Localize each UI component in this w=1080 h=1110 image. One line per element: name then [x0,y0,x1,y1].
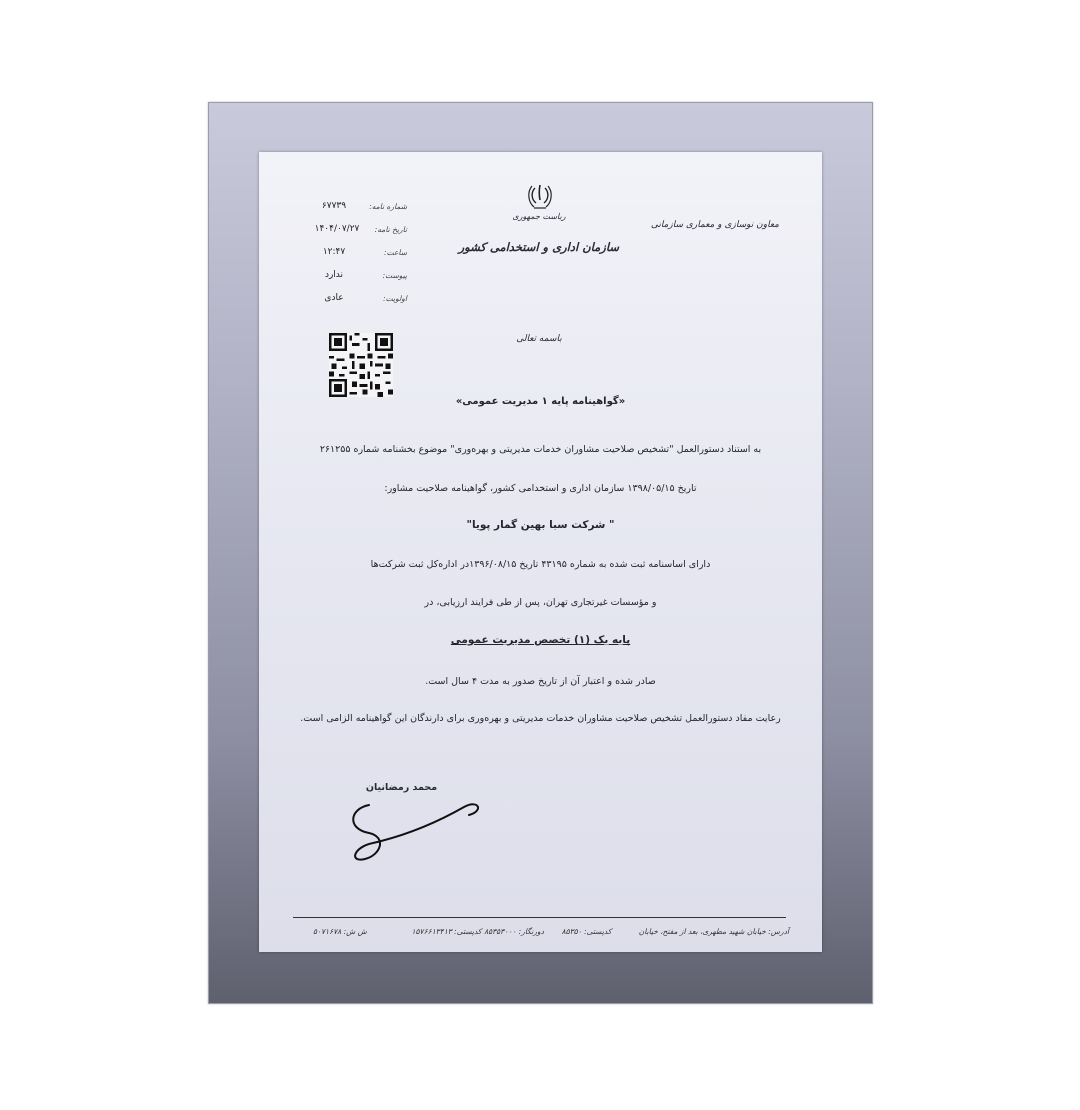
certificate-line-6: رعایت مفاد دستورالعمل تشخیص صلاحیت مشاوران خدمات مدیریتی و بهره‌وری برای دارندگان این گواهینامه الزامی است. [300,713,781,724]
letter-time-value: ۱۲:۴۷ [322,247,346,257]
company-name: " شرکت سبا بهین گمار پویا" [466,519,615,531]
certificate-line-5: صادر شده و اعتبار آن از تاریخ صدور به مدت ۴ سال است. [425,676,656,687]
deputy-title: معاون نوسازی و معماری سازمانی [650,220,779,230]
iran-emblem-icon [525,182,555,212]
letter-date-label: تاریخ نامه: [374,225,407,234]
certificate-title: «گواهینامه پایه ۱ مدیریت عمومی» [455,396,626,407]
certificate-line-1: به استناد دستورالعمل "تشخیص صلاحیت مشاوران خدمات مدیریتی و بهره‌وری" موضوع بخشنامه شماره ۲۶۱۲۵۵ [319,444,762,455]
letter-number-label: شماره نامه: [369,202,407,211]
certificate-line-4: و مؤسسات غیرتجاری تهران، پس از طی فرایند ارزیابی، در [424,597,657,608]
qr-code [329,333,393,397]
attachment-label: پیوست: [382,271,407,280]
footer-postal: کدپستی: ۸۵۳۵۰ [561,927,612,936]
priority-label: اولویت: [383,294,407,303]
presidency-label: ریاست جمهوری [512,212,566,221]
certificate-paper [259,152,822,952]
footer-registration: ش ش: ۵۰۷۱۶۷۸ [313,927,367,936]
letter-date-value: ۱۴۰۴/۰۷/۲۷ [314,224,360,234]
footer-address: آدرس: خیابان شهید مطهری، بعد از مفتح، خیابان [638,927,789,936]
invocation-text: باسمه تعالی [516,334,562,344]
certificate-line-2: تاریخ ۱۳۹۸/۰۵/۱۵ سازمان اداری و استخدامی کشور، گواهینامه صلاحیت مشاور: [384,483,697,494]
certificate-line-3: دارای اساسنامه ثبت شده به شماره ۴۳۱۹۵ تاریخ ۱۳۹۶/۰۸/۱۵در اداره‌کل ثبت شرکت‌ها [370,559,711,570]
letter-number-value: ۶۷۷۳۹ [321,201,347,211]
footer-fax: دورنگار: ۸۵۳۵۳۰۰۰ [484,927,544,936]
attachment-value: ندارد [324,270,344,280]
signature-mark [329,797,489,867]
footer-phone: کدپستی: ۱۵۷۶۶۱۳۴۱۳ [411,927,482,936]
organization-name: سازمان اداری و استخدامی کشور [458,240,619,254]
letter-time-label: ساعت: [384,248,407,257]
signatory-name: محمد رمضانیان [365,782,438,793]
priority-value: عادی [324,293,344,303]
footer-divider [293,917,786,918]
grade-title: پایه یک (۱) تخصص مدیریت عمومی [450,634,631,646]
